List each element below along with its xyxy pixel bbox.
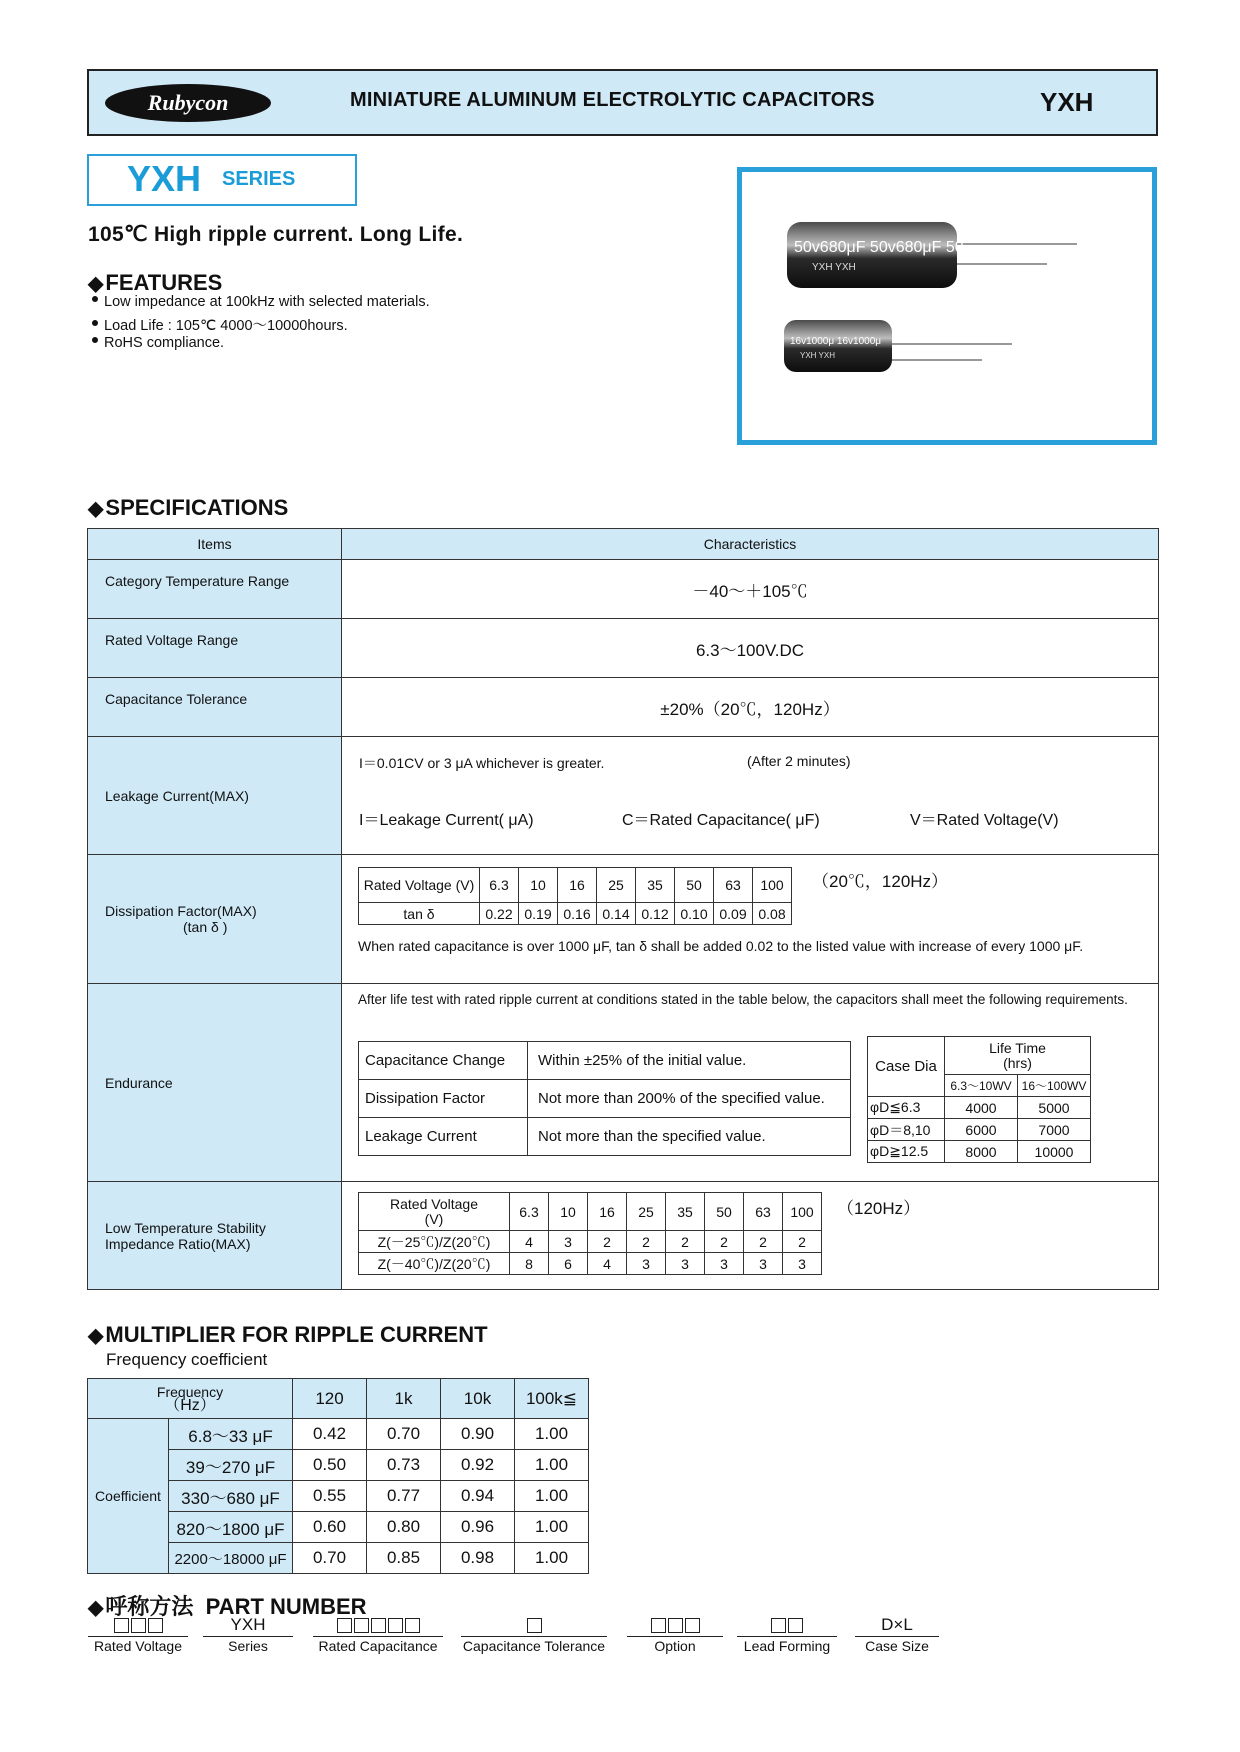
- specifications-heading-text: SPECIFICATIONS: [105, 495, 289, 520]
- life-row: [868, 1119, 1091, 1141]
- dissipation-cell: [342, 855, 1159, 984]
- endurance-value: Not more than 200% of the specified value.: [528, 1080, 851, 1118]
- z-cell: 3: [744, 1253, 783, 1275]
- freq-cell: 120: [293, 1379, 367, 1419]
- tagline: 105℃ High ripple current. Long Life.: [88, 223, 464, 246]
- coef-cell: 1.00: [515, 1419, 589, 1450]
- voltage-cell: 25: [627, 1193, 666, 1231]
- col-characteristics: Characteristics: [342, 529, 1159, 560]
- life-value: 10000: [1018, 1141, 1091, 1163]
- life-row: [868, 1141, 1091, 1163]
- code-boxes: [650, 1614, 701, 1636]
- pn-lead-forming: [737, 1614, 837, 1654]
- col-items: Items: [88, 529, 342, 560]
- row-unit: (V): [424, 1210, 444, 1227]
- freq-cell: 1k: [367, 1379, 441, 1419]
- tan-cell: 0.08: [753, 903, 792, 925]
- spec-row-tolerance: [88, 678, 1159, 737]
- cap-range: 6.8～33 μF: [169, 1419, 293, 1450]
- item-label-group: [88, 1182, 342, 1290]
- z-cell: 2: [627, 1231, 666, 1253]
- pn-label: Capacitance Tolerance: [462, 1638, 606, 1654]
- item-label-sub: Impedance Ratio(MAX): [105, 1235, 251, 1252]
- low-temp-condition: （120Hz）: [837, 1199, 921, 1218]
- life-header-row: [868, 1037, 1091, 1075]
- row-label: Rated Voltage: [390, 1195, 478, 1212]
- endurance-row: [359, 1042, 851, 1080]
- leakage-formula: I＝0.01CV or 3 μA whichever is greater.: [359, 755, 605, 771]
- feature-item: [92, 314, 348, 335]
- code-boxes: [113, 1614, 164, 1636]
- coef-cell: 1.00: [515, 1543, 589, 1574]
- coef-cell: 1.00: [515, 1481, 589, 1512]
- coef-cell: 0.94: [441, 1481, 515, 1512]
- row-label-group: [359, 1193, 510, 1231]
- voltage-cell: 100: [783, 1193, 822, 1231]
- series-name: YXH: [127, 158, 202, 199]
- feature-text: RoHS compliance.: [104, 335, 225, 351]
- cap-large-sublabel: YXH YXH: [812, 262, 856, 273]
- freq-header-row: [88, 1379, 589, 1419]
- pn-label: Rated Capacitance: [318, 1638, 438, 1654]
- low-temp-cell: [342, 1182, 1159, 1290]
- bullet-icon: [92, 296, 98, 302]
- z-cell: 2: [666, 1231, 705, 1253]
- low-temp-voltage-row: [359, 1193, 822, 1231]
- leakage-def-c: C＝Rated Capacitance( μF): [622, 812, 820, 829]
- item-label-sub: (tan δ ): [183, 919, 228, 935]
- voltage-cell: 50: [675, 868, 714, 903]
- diamond-icon: ◆: [88, 1597, 104, 1619]
- bullet-icon: [92, 337, 98, 343]
- life-value: 7000: [1018, 1119, 1091, 1141]
- coef-cell: 0.42: [293, 1419, 367, 1450]
- coef-cell: 0.96: [441, 1512, 515, 1543]
- multiplier-heading: [88, 1322, 488, 1348]
- diamond-icon: ◆: [88, 273, 104, 295]
- feature-item: [92, 335, 224, 351]
- spec-row-temperature: [88, 560, 1159, 619]
- dissipation-note: When rated capacitance is over 1000 μF, tan δ shall be added 0.02 to the listed value with increase of every 1000 μF.: [358, 938, 1084, 954]
- life-col-low: 6.3～10WV: [945, 1075, 1018, 1097]
- item-label: Category Temperature Range: [88, 560, 342, 619]
- endurance-value: Within ±25% of the initial value.: [528, 1042, 851, 1080]
- specifications-heading: [88, 495, 288, 521]
- leakage-def-v: V＝Rated Voltage(V): [910, 812, 1059, 829]
- leakage-after: (After 2 minutes): [747, 753, 851, 769]
- freq-label: Frequency: [156, 1383, 224, 1400]
- item-label: Capacitance Tolerance: [88, 678, 342, 737]
- life-dia: φD≦6.3: [868, 1097, 945, 1119]
- freq-cell: 100k≦: [515, 1379, 589, 1419]
- features-heading: [88, 270, 222, 296]
- z-cell: 4: [510, 1231, 549, 1253]
- tan-cell: 0.22: [480, 903, 519, 925]
- tan-cell: 0.09: [714, 903, 753, 925]
- row-label: Rated Voltage (V): [359, 868, 480, 903]
- code-boxes: [526, 1614, 543, 1636]
- dissipation-table: [358, 867, 792, 925]
- coef-cell: 0.92: [441, 1450, 515, 1481]
- z-cell: 3: [783, 1253, 822, 1275]
- voltage-cell: 16: [558, 868, 597, 903]
- life-dia: φD≧12.5: [868, 1141, 945, 1163]
- z-cell: 2: [588, 1231, 627, 1253]
- life-col-high: 16～100WV: [1018, 1075, 1091, 1097]
- life-value: 8000: [945, 1141, 1018, 1163]
- tan-cell: 0.16: [558, 903, 597, 925]
- spec-row-dissipation: [88, 855, 1159, 984]
- logo-text: Rubycon: [147, 90, 229, 115]
- rubycon-logo: [104, 83, 272, 123]
- pn-label: Lead Forming: [743, 1638, 831, 1654]
- endurance-row: [359, 1118, 851, 1156]
- life-time-header: [945, 1037, 1091, 1075]
- coef-cell: 0.90: [441, 1419, 515, 1450]
- endurance-row: [359, 1080, 851, 1118]
- row-label: Z(－40℃)/Z(20℃): [359, 1253, 510, 1275]
- voltage-cell: 10: [519, 868, 558, 903]
- endurance-label: Capacitance Change: [359, 1042, 528, 1080]
- item-value: －40～＋105℃: [342, 560, 1159, 619]
- feature-text: Low impedance at 100kHz with selected materials.: [104, 294, 430, 310]
- dissipation-tan-row: [359, 903, 792, 925]
- life-dia: φD＝8,10: [868, 1119, 945, 1141]
- low-temp-z25-row: [359, 1231, 822, 1253]
- item-label: Dissipation Factor(MAX): [105, 903, 257, 919]
- feature-text: Load Life : 105℃ 4000～10000hours.: [104, 318, 348, 334]
- pn-label: Rated Voltage: [94, 1638, 182, 1654]
- coef-cell: 0.70: [367, 1419, 441, 1450]
- cap-range: 330～680 μF: [169, 1481, 293, 1512]
- spec-header-row: [88, 529, 1159, 560]
- diamond-icon: ◆: [88, 498, 104, 520]
- life-row: [868, 1097, 1091, 1119]
- row-label: tan δ: [359, 903, 480, 925]
- voltage-cell: 16: [588, 1193, 627, 1231]
- pn-label: Series: [228, 1638, 268, 1654]
- pn-series-code: YXH: [230, 1615, 266, 1634]
- z-cell: 6: [549, 1253, 588, 1275]
- multiplier-table: [87, 1378, 589, 1574]
- spec-row-voltage: [88, 619, 1159, 678]
- item-label-group: [88, 855, 342, 984]
- voltage-cell: 10: [549, 1193, 588, 1231]
- item-value: 6.3～100V.DC: [342, 619, 1159, 678]
- z-cell: 3: [705, 1253, 744, 1275]
- diamond-icon: ◆: [88, 1325, 104, 1347]
- frequency-coefficient-label: Frequency coefficient: [106, 1350, 268, 1369]
- spec-row-endurance: [88, 984, 1159, 1182]
- feature-item: [92, 294, 430, 310]
- z-cell: 3: [627, 1253, 666, 1275]
- voltage-cell: 6.3: [480, 868, 519, 903]
- cap-large-label: 50v680μF 50v680μF 50: [794, 239, 964, 256]
- freq-header: [88, 1379, 293, 1419]
- low-temp-z40-row: [359, 1253, 822, 1275]
- z-cell: 4: [588, 1253, 627, 1275]
- tan-cell: 0.19: [519, 903, 558, 925]
- voltage-cell: 63: [744, 1193, 783, 1231]
- item-label: Leakage Current(MAX): [88, 737, 342, 855]
- pn-option: [627, 1614, 723, 1654]
- pn-case-size: [855, 1614, 939, 1654]
- pn-series: [203, 1614, 293, 1654]
- cap-range: 820～1800 μF: [169, 1512, 293, 1543]
- row-label: Z(－25℃)/Z(20℃): [359, 1231, 510, 1253]
- endurance-cell: [342, 984, 1159, 1182]
- case-dia-header: Case Dia: [868, 1037, 945, 1097]
- life-value: 5000: [1018, 1097, 1091, 1119]
- specifications-table: [87, 528, 1159, 1290]
- pn-label: Case Size: [865, 1638, 929, 1654]
- code-boxes: [770, 1614, 804, 1636]
- tan-cell: 0.12: [636, 903, 675, 925]
- coef-cell: 0.77: [367, 1481, 441, 1512]
- coef-cell: 0.55: [293, 1481, 367, 1512]
- item-value: ±20%（20℃，120Hz）: [342, 678, 1159, 737]
- freq-cell: 10k: [441, 1379, 515, 1419]
- features-heading-text: FEATURES: [105, 270, 223, 295]
- voltage-cell: 6.3: [510, 1193, 549, 1231]
- life-time-text: Life Time: [989, 1039, 1046, 1056]
- endurance-table: [358, 1041, 851, 1156]
- part-number-heading-text: PART NUMBER: [205, 1594, 367, 1619]
- tan-cell: 0.10: [675, 903, 714, 925]
- life-time-unit: (hrs): [1003, 1054, 1032, 1071]
- life-time-table: [867, 1036, 1091, 1163]
- voltage-cell: 100: [753, 868, 792, 903]
- item-label: Rated Voltage Range: [88, 619, 342, 678]
- z-cell: 2: [705, 1231, 744, 1253]
- coef-cell: 1.00: [515, 1512, 589, 1543]
- capacitor-image: [742, 172, 1152, 440]
- product-photo: [737, 167, 1157, 445]
- life-value: 4000: [945, 1097, 1018, 1119]
- voltage-cell: 63: [714, 868, 753, 903]
- series-word: SERIES: [222, 168, 296, 190]
- coef-cell: 0.85: [367, 1543, 441, 1574]
- pn-label: Option: [654, 1638, 696, 1654]
- header-series-code: YXH: [1040, 87, 1094, 117]
- voltage-cell: 25: [597, 868, 636, 903]
- tan-cell: 0.14: [597, 903, 636, 925]
- cap-range: 39～270 μF: [169, 1450, 293, 1481]
- header-title: MINIATURE ALUMINUM ELECTROLYTIC CAPACITORS: [350, 89, 875, 111]
- z-cell: 8: [510, 1253, 549, 1275]
- coef-row: [88, 1419, 589, 1450]
- dissipation-voltage-row: [359, 868, 792, 903]
- item-label: Low Temperature Stability: [105, 1219, 266, 1236]
- coef-cell: 0.70: [293, 1543, 367, 1574]
- voltage-cell: 35: [636, 868, 675, 903]
- coef-cell: 0.60: [293, 1512, 367, 1543]
- item-label: Endurance: [88, 984, 342, 1182]
- life-value: 6000: [945, 1119, 1018, 1141]
- coef-cell: 1.00: [515, 1450, 589, 1481]
- leakage-cell: [342, 737, 1159, 855]
- low-temp-table: [358, 1192, 822, 1275]
- endurance-intro: After life test with rated ripple current at conditions stated in the table below, the capacitors shall meet the following requirements.: [358, 992, 1128, 1007]
- code-boxes: [336, 1614, 421, 1636]
- bullet-icon: [92, 320, 98, 326]
- coef-cell: 0.98: [441, 1543, 515, 1574]
- spec-row-leakage: [88, 737, 1159, 855]
- z-cell: 3: [666, 1253, 705, 1275]
- part-number-heading-cn: 呼称方法: [105, 1594, 194, 1619]
- endurance-value: Not more than the specified value.: [528, 1118, 851, 1156]
- pn-capacitance-tolerance: [461, 1614, 607, 1654]
- coef-cell: 0.73: [367, 1450, 441, 1481]
- leakage-def-i: I＝Leakage Current( μA): [359, 812, 534, 829]
- coefficient-label: Coefficient: [88, 1419, 169, 1574]
- cap-small-sublabel: YXH YXH: [800, 351, 835, 360]
- pn-rated-voltage: [88, 1614, 188, 1654]
- spec-row-low-temp: [88, 1182, 1159, 1290]
- freq-unit: （Hz）: [164, 1396, 216, 1414]
- coef-cell: 0.50: [293, 1450, 367, 1481]
- dissipation-condition: （20℃，120Hz）: [812, 872, 949, 891]
- coef-cell: 0.80: [367, 1512, 441, 1543]
- cap-small-label: 16v1000μ 16v1000μ: [790, 336, 882, 347]
- voltage-cell: 35: [666, 1193, 705, 1231]
- endurance-label: Leakage Current: [359, 1118, 528, 1156]
- pn-rated-capacitance: [313, 1614, 443, 1654]
- multiplier-heading-text: MULTIPLIER FOR RIPPLE CURRENT: [105, 1322, 488, 1347]
- z-cell: 2: [783, 1231, 822, 1253]
- z-cell: 2: [744, 1231, 783, 1253]
- voltage-cell: 50: [705, 1193, 744, 1231]
- cap-range: 2200～18000 μF: [169, 1543, 293, 1574]
- pn-case-code: D×L: [881, 1615, 913, 1634]
- z-cell: 3: [549, 1231, 588, 1253]
- endurance-label: Dissipation Factor: [359, 1080, 528, 1118]
